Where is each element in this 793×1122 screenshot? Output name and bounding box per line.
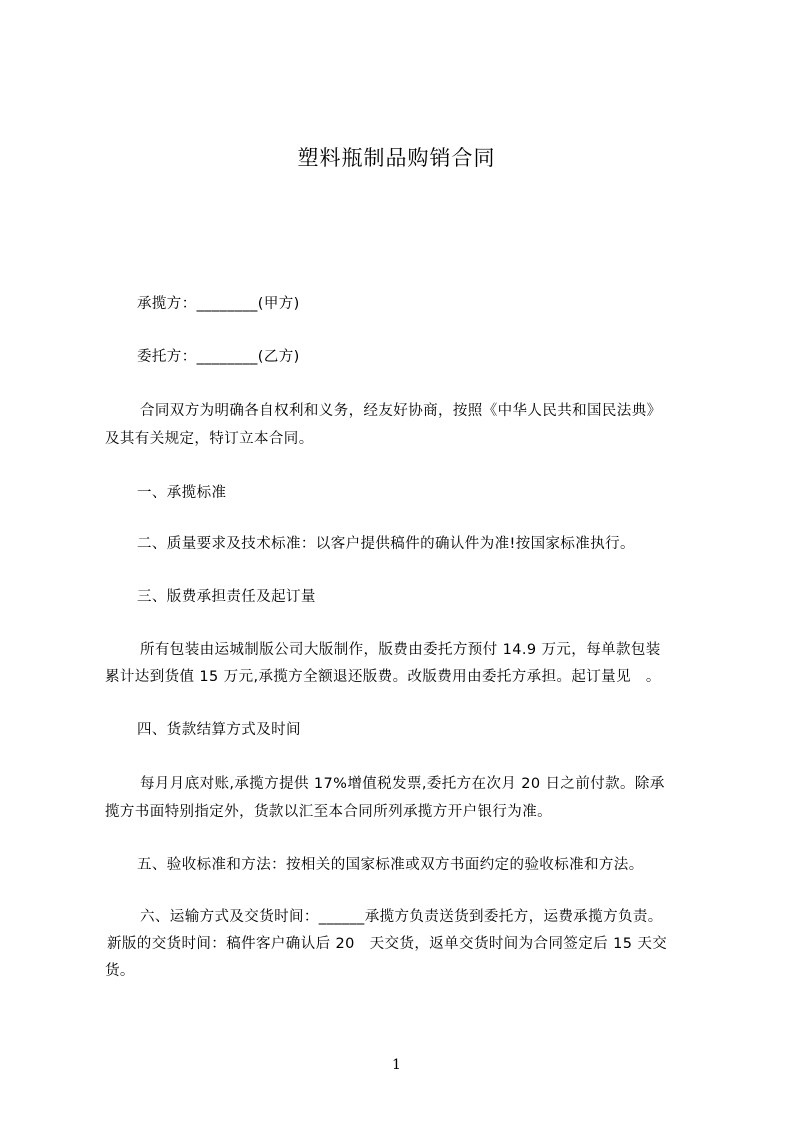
party-a-line: 承揽方：________(甲方): [137, 296, 300, 312]
section-1-heading: 一、承揽标准: [137, 485, 227, 501]
section-6-line-2: 新版的交货时间：稿件客户确认后 20 天交货，返单交货时间为合同签定后 15 天交: [107, 936, 668, 952]
section-6-line-1: 六、运输方式及交货时间：______承揽方负责送货到委托方，运费承揽方负责。: [140, 909, 663, 925]
section-4-heading: 四、货款结算方式及时间: [137, 722, 301, 738]
party-b-line: 委托方：________(乙方): [137, 349, 300, 365]
section-5-heading: 五、验收标准和方法：按相关的国家标准或双方书面约定的验收标准和方法。: [137, 857, 644, 873]
section-3-paragraph-line-2: 累计达到货值 15 万元,承揽方全额退还版费。改版费用由委托方承担。起订量见 。: [105, 669, 661, 685]
intro-line-2: 及其有关规定，特订立本合同。: [105, 431, 314, 447]
page-number: 1: [392, 1057, 401, 1073]
section-3-heading: 三、版费承担责任及起订量: [137, 589, 316, 605]
section-4-paragraph-line-2: 揽方书面特别指定外，货款以汇至本合同所列承揽方开户银行为准。: [105, 804, 552, 820]
section-3-paragraph-line-1: 所有包装由运城制版公司大版制作，版费由委托方预付 14.9 万元，每单款包装: [140, 642, 661, 658]
section-2-heading: 二、质量要求及技术标准：以客户提供稿件的确认件为准!按国家标准执行。: [137, 536, 635, 552]
section-6-line-3: 货。: [105, 963, 135, 979]
document-title: 塑料瓶制品购销合同: [297, 146, 496, 170]
intro-line-1: 合同双方为明确各自权利和义务，经友好协商，按照《中华人民共和国民法典》: [140, 403, 662, 419]
section-4-paragraph-line-1: 每月月底对账,承揽方提供 17%增值税发票,委托方在次月 20 日之前付款。除承: [140, 776, 665, 792]
